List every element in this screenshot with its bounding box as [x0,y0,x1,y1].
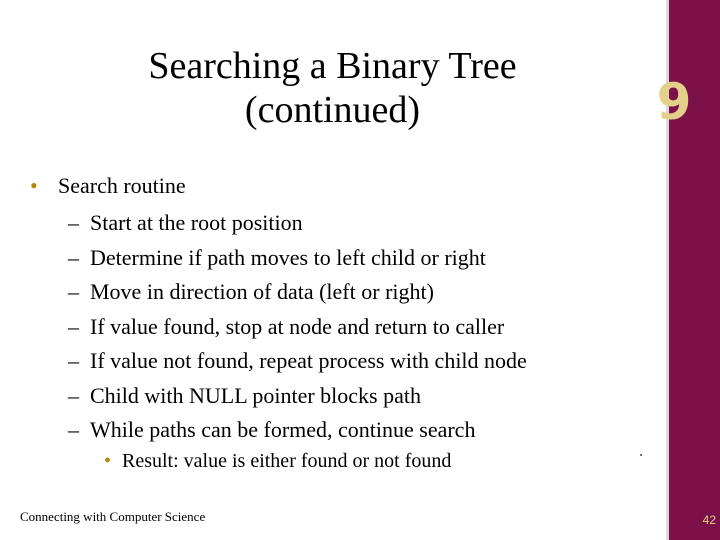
slide-title-line1: Searching a Binary Tree [148,45,517,87]
sub-bullet-text: If value found, stop at node and return to caller [90,313,505,339]
footer-text: Connecting with Computer Science [20,509,206,524]
sub-bullet-list [68,206,527,448]
slide-number: 42 [702,513,716,527]
slide-title [60,44,605,132]
dash-marker: – [68,417,79,442]
sub-bullet-item [68,379,527,414]
dash-marker: – [68,210,79,235]
sub-bullet-item [68,413,527,448]
dash-marker: – [68,348,79,373]
sub-sub-bullet-text: Result: value is either found or not found [122,450,452,472]
bullet-text: Search routine [58,173,186,198]
sub-bullet-item [68,206,527,241]
sub-bullet-item [68,310,527,345]
sub-bullet-text: Move in direction of data (left or right) [90,279,434,304]
dash-marker: – [68,244,79,270]
dash-marker: – [68,279,79,304]
sub-bullet-text: If value not found, repeat process with child node [90,348,527,373]
sub-bullet-text: While paths can be formed, continue search [90,417,476,442]
sub-bullet-text: Child with NULL pointer blocks path [90,382,421,408]
bullet-search-routine [30,172,186,200]
dash-marker: – [68,382,79,408]
decorative-dot [640,454,642,456]
sub-bullet-text: Determine if path moves to left child or right [90,244,486,270]
sub-bullet-item [68,344,527,379]
sub-bullet-text: Start at the root position [90,210,303,235]
sub-bullet-item [68,241,527,276]
slide-title-line2: (continued) [244,89,421,131]
chapter-number-badge: 9 [656,73,692,131]
bullet-marker: • [30,173,38,198]
bullet-marker: • [104,450,112,472]
sub-bullet-item [68,275,527,310]
sub-sub-bullet-result [104,448,451,474]
dash-marker: – [68,313,79,339]
